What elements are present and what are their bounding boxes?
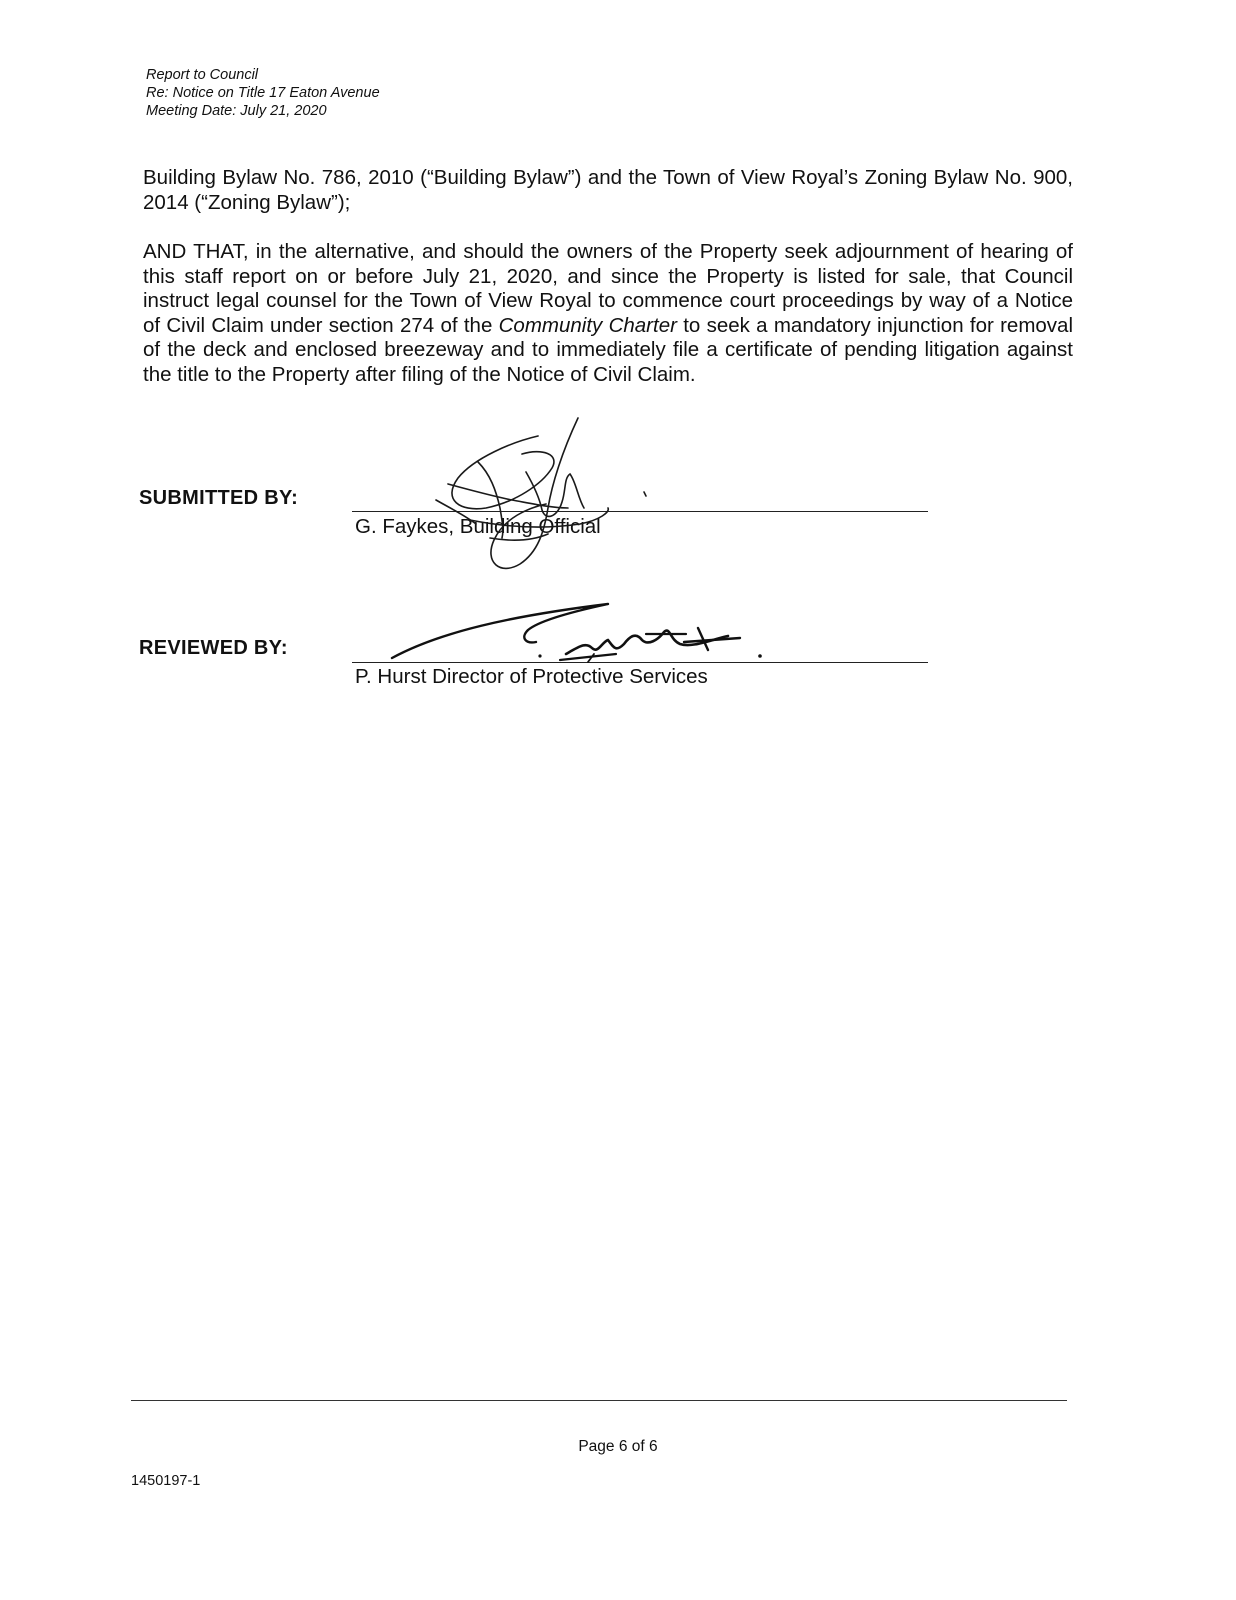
document-id: 1450197-1 bbox=[131, 1473, 201, 1489]
paragraph-text-after: to seek a mandatory injunction for removal of the deck and enclosed breezeway and to immediately file a certificate of pending litigation against the title to the Property after filing of the Notice of Civil Claim. bbox=[143, 313, 1073, 386]
page-number: Page 6 of 6 bbox=[578, 1438, 658, 1455]
report-header-title: Report to Council bbox=[146, 67, 259, 83]
paragraph-bylaws: Building Bylaw No. 786, 2010 (“Building Bylaw”) and the Town of View Royal’s Zoning Bylaw No. 900, 2014 (“Zoning Bylaw”); bbox=[143, 166, 1073, 214]
report-header bbox=[146, 66, 380, 120]
report-header-subject: Re: Notice on Title 17 Eaton Avenue bbox=[146, 85, 380, 101]
paragraph-text-before: AND THAT, in the alternative, and should the owners of the Property seek adjournment of hearing of this staff report on or before July 21, 2020, and since the Property is listed for sale, that Council instruct legal counsel for the Town of View Royal to commence court proceedings by way of a Notice of Civil Claim under section 274 of the bbox=[143, 240, 1073, 337]
reviewed-by-label: REVIEWED BY: bbox=[139, 637, 288, 659]
hurst-signature-icon bbox=[380, 596, 780, 686]
paragraph-alternative-resolution bbox=[143, 240, 1073, 387]
reviewed-by-name: P. Hurst Director of Protective Services bbox=[355, 665, 708, 688]
faykes-signature-icon bbox=[430, 412, 670, 582]
submitted-by-name: G. Faykes, Building Official bbox=[355, 515, 601, 538]
community-charter-italic: Community Charter bbox=[498, 313, 677, 337]
submitted-by-label: SUBMITTED BY: bbox=[139, 487, 299, 509]
footer-rule bbox=[131, 1400, 1067, 1401]
report-header-meeting-date: Meeting Date: July 21, 2020 bbox=[146, 103, 327, 119]
